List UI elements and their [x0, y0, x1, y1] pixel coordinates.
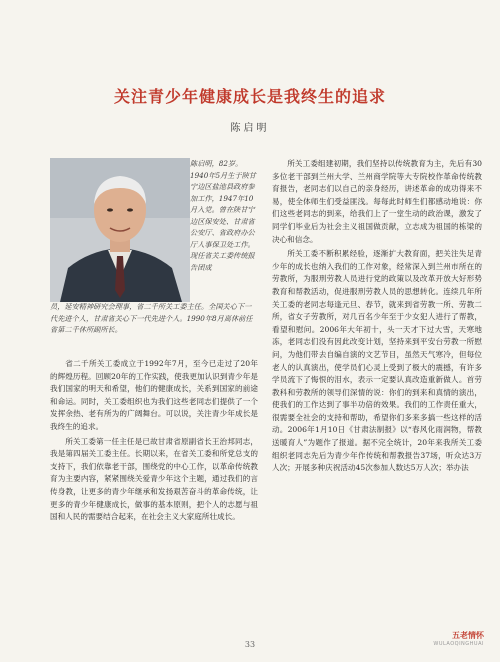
- magazine-mark: [433, 630, 484, 647]
- paragraph: 所关工委组建初期，我们坚持以传统教育为主，先后有30多位老干部到兰州大学、兰州商学院等大专院校作革命传统教育报告，老同志们以自己的亲身经历，讲述革命的成功得来不易，使全体师生们受益匪浅。每每此时师生们都感动地说：你们这些老同志的到来，给我们上了一堂生动的政治课，激发了同学们毕业后为社会主义祖国做贡献，立志成为祖国的栋梁的决心和信念。: [272, 159, 482, 244]
- magazine-name: 五老情怀: [452, 630, 484, 640]
- paragraph: 所关工委不断积累经验，逐渐扩大教育面，把关注失足青少年的成长也纳入我们的工作对象，经常深入到兰州市所在的劳教所，为服刑劳教人员进行党的政策以及改革开放大好形势教育和帮教活动，促进服刑劳教人员的思想转化。连续几年所关工委的老同志每逢元旦、春节，就来到省劳教一所、劳教二所，省女子劳教所，对几百名少年至于少女犯人进行了帮教，看望和慰问。2006年大年初十，头一天才下过大雪，天寒地冻，老同志们没有因此改变计划，坚持来到平安台劳教一所慰问，为他们带去自编自演的文艺节目，虽然天气寒冷，但每位老人的认真演出，使学员们心灵上受到了极大的震撼，有许多学员流下了悔恨的泪水，表示一定要认真改造重新做人。首劳教科和劳教所的领导们深情的说：你们的到来和真情的演出，使我们的工作达到了事半功倍的效果。我们的工作责任重大，很需要全社会的支持和帮助，希望你们多来多搞一些这样的活动。2006年1月10日《甘肃法制报》以“春风化雨润物，帮教送暖育人”为题作了报道。据不完全统计，20年来我所关工委组织老同志先后为青少年作传统和帮教报告37场，听众达3万人次；开展多种庆祝活动45次参加人数达5万人次；举办法: [272, 249, 482, 473]
- author-portrait: [50, 158, 190, 302]
- article-column-right: [272, 158, 482, 477]
- portrait-caption-continued: 员，延安精神研究会理事，省二千所关工委主任。全国关心下一代先进个人，甘肃省关心下一代先进个人。1990年8月离休前任省第二千休所副所长。: [50, 302, 253, 334]
- article-column-left: [50, 358, 258, 526]
- page-number: 33: [244, 640, 256, 649]
- article-title: 关注青少年健康成长是我终生的追求: [113, 87, 386, 106]
- article-author: 陈启明: [230, 123, 270, 134]
- paragraph: 省二千所关工委成立于1992年7月，至今已走过了20年的辉煌历程。回顾20年的工作实践，使我更加认识到青少年是我们国家的明天和希望，他们的健康成长，关系到国家的前途和命运。同时，关工委组织也为我们这些老同志们提供了一个发挥余热、老有所为的广阔舞台。可以说，关注青少年成长是我终生的追求。: [50, 359, 258, 431]
- paragraph: 所关工委第一任主任是已故甘肃省原副省长王治邦同志，我是第四届关工委主任。长期以来，在省关工委和所党总支的支持下，我们依靠老干部，围绕党的中心工作，以革命传统教育为主要内容，紧紧围绕关爱青少年这个主题，通过我们的言传身教，让更多的青少年继承和发扬艰苦奋斗的革命传统，让更多的青少年健康成长，做事的基本原则，把个人的志愿与祖国和人民的需要结合起来，在社会主义大家庭所壮成长。: [50, 436, 258, 522]
- portrait-caption: 陈启明，82岁。1940年5月生于陕甘宁边区盐池县政府参加工作，1947年10月入党。曾在陕甘宁边区保安处、甘肃省公安厅、省政府办公厅人事保卫处工作。现任省关工委传统报告团成: [190, 159, 256, 272]
- magazine-pinyin: WULAOQINGHUAI: [433, 641, 484, 647]
